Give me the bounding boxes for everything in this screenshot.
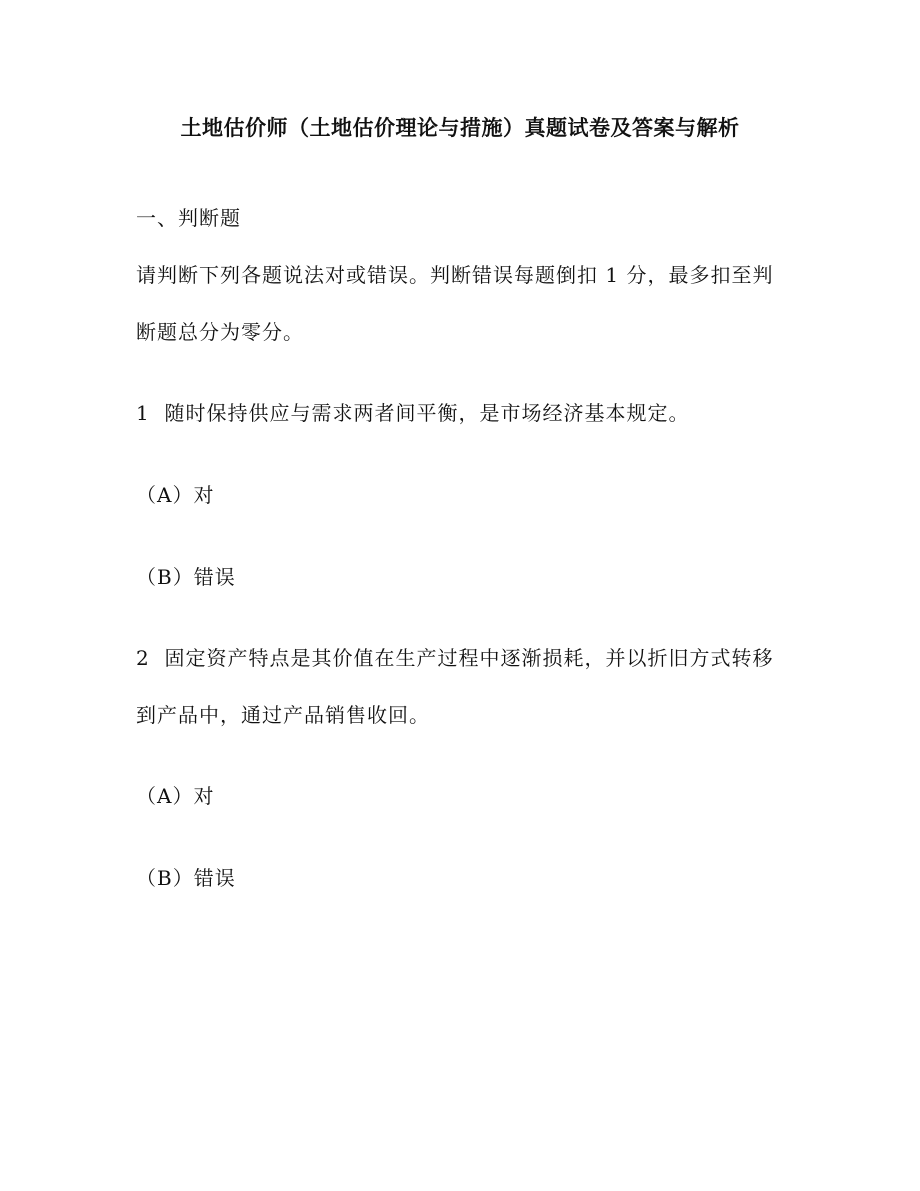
question-1-number: 1 xyxy=(136,401,150,425)
question-1-text: 随时保持供应与需求两者间平衡，是市场经济基本规定。 xyxy=(164,401,690,425)
question-2-text: 固定资产特点是其价值在生产过程中逐渐损耗，并以折旧方式转移 xyxy=(164,646,774,670)
question-2-number: 2 xyxy=(136,646,150,670)
instructions-line-1: 请判断下列各题说法对或错误。判断错误每题倒扣 1 分，最多扣至判 xyxy=(136,263,774,287)
question-1 xyxy=(136,397,796,426)
section-heading: 一、判断题 xyxy=(136,206,241,230)
question-1-option-b: （B）错误 xyxy=(136,565,236,589)
question-2-option-b: （B）错误 xyxy=(136,866,236,890)
question-2-text-continued: 到产品中，通过产品销售收回。 xyxy=(136,703,430,727)
instructions-line-2: 断题总分为零分。 xyxy=(136,320,304,344)
question-2-option-a: （A）对 xyxy=(136,784,215,808)
document-title: 土地估价师（土地估价理论与措施）真题试卷及答案与解析 xyxy=(180,115,740,140)
question-2 xyxy=(136,642,796,671)
question-1-option-a: （A）对 xyxy=(136,483,215,507)
